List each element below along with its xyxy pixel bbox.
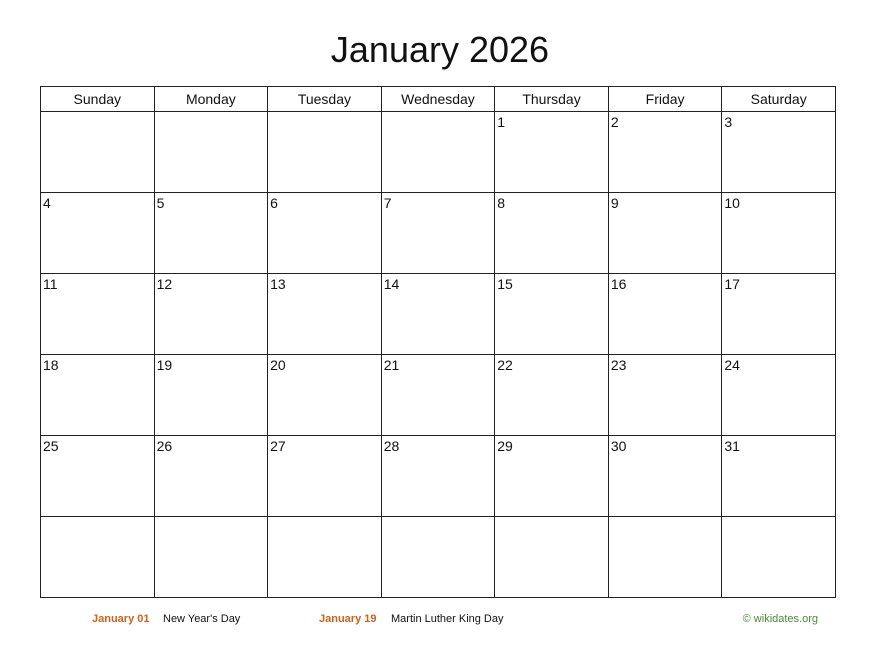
day-cell: 17 [722,274,836,355]
week-row [41,274,836,355]
holiday-name: Martin Luther King Day [391,613,504,625]
day-cell: 21 [381,355,495,436]
site-credit: © wikidates.org [742,613,818,625]
weekday-tuesday: Tuesday [268,87,382,112]
day-cell: 7 [381,193,495,274]
day-cell [381,517,495,598]
weekday-friday: Friday [608,87,722,112]
day-cell: 19 [154,355,268,436]
day-cell [154,112,268,193]
calendar-grid [40,86,836,598]
day-cell: 18 [41,355,155,436]
day-cell [268,112,382,193]
day-cell: 10 [722,193,836,274]
day-cell: 1 [495,112,609,193]
day-cell: 4 [41,193,155,274]
weekday-thursday: Thursday [495,87,609,112]
page-title: January 2026 [330,29,550,70]
day-cell [381,112,495,193]
holiday-name: New Year's Day [163,613,241,625]
day-cell: 31 [722,436,836,517]
day-cell: 15 [495,274,609,355]
day-cell: 16 [608,274,722,355]
day-cell [41,517,155,598]
day-cell [722,517,836,598]
day-cell: 12 [154,274,268,355]
weekday-saturday: Saturday [722,87,836,112]
day-cell [41,112,155,193]
day-cell: 27 [268,436,382,517]
day-cell: 3 [722,112,836,193]
week-row [41,112,836,193]
weekday-wednesday: Wednesday [381,87,495,112]
day-cell [268,517,382,598]
holiday-date: January 01 [92,613,150,625]
day-cell: 14 [381,274,495,355]
day-cell: 30 [608,436,722,517]
day-cell: 20 [268,355,382,436]
holiday-date: January 19 [319,613,377,625]
weekday-monday: Monday [154,87,268,112]
day-cell: 2 [608,112,722,193]
day-cell: 11 [41,274,155,355]
day-cell [608,517,722,598]
day-cell [154,517,268,598]
week-row [41,193,836,274]
week-row [41,436,836,517]
day-cell: 8 [495,193,609,274]
day-cell: 5 [154,193,268,274]
day-cell: 24 [722,355,836,436]
day-cell: 6 [268,193,382,274]
weekday-header-row [41,87,836,112]
day-cell: 23 [608,355,722,436]
day-cell: 25 [41,436,155,517]
day-cell: 9 [608,193,722,274]
day-cell: 29 [495,436,609,517]
day-cell: 13 [268,274,382,355]
weekday-sunday: Sunday [41,87,155,112]
day-cell: 22 [495,355,609,436]
day-cell [495,517,609,598]
week-row [41,355,836,436]
day-cell: 26 [154,436,268,517]
day-cell: 28 [381,436,495,517]
week-row [41,517,836,598]
